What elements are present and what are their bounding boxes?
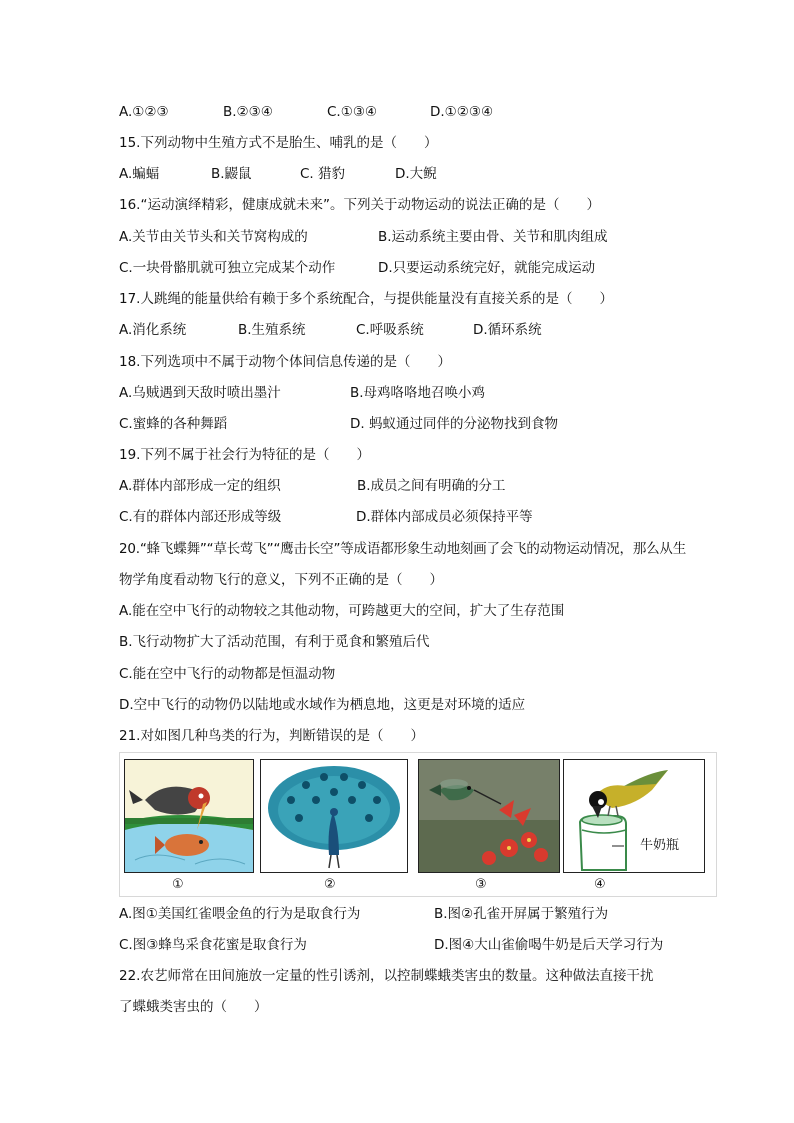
q19-option-b: B.成员之间有明确的分工 (357, 478, 506, 494)
q20-option-a: A.能在空中飞行的动物较之其他动物，可跨越更大的空间，扩大了生存范围 (119, 603, 565, 619)
peacock-image (260, 759, 408, 873)
q14-option-b: B.②③④ (223, 104, 273, 120)
hummingbird-image (418, 759, 560, 873)
q17-option-d: D.循环系统 (473, 322, 542, 338)
q17-option-b: B.生殖系统 (238, 322, 306, 338)
q14-option-d: D.①②③④ (430, 104, 494, 120)
q21-option-c: C.图③蜂鸟采食花蜜是取食行为 (119, 937, 307, 953)
q15-option-a: A.蝙蝠 (119, 166, 160, 182)
q14-option-a: A.①②③ (119, 104, 169, 120)
q21-option-b: B.图②孔雀开屏属于繁殖行为 (434, 906, 609, 922)
q18-option-b: B.母鸡咯咯地召唤小鸡 (350, 385, 486, 401)
q19-stem: 19.下列不属于社会行为特征的是（ ） (119, 447, 370, 463)
q16-stem: 16.“运动演绎精彩，健康成就未来”。下列关于动物运动的说法正确的是（ ） (119, 197, 600, 213)
q18-option-a: A.乌贼遇到天敌时喷出墨汁 (119, 385, 281, 401)
q21-option-a: A.图①美国红雀喂金鱼的行为是取食行为 (119, 906, 361, 922)
q17-option-a: A.消化系统 (119, 322, 187, 338)
q16-option-d: D.只要运动系统完好，就能完成运动 (378, 260, 596, 276)
figure-label-4: ④ (594, 877, 606, 892)
q20-option-d: D.空中飞行的动物仍以陆地或水域作为栖息地，这更是对环境的适应 (119, 697, 526, 713)
q21-figure (119, 752, 717, 897)
q15-option-b: B.鼹鼠 (211, 166, 252, 182)
q16-option-c: C.一块骨骼肌就可独立完成某个动作 (119, 260, 336, 276)
q15-stem: 15.下列动物中生殖方式不是胎生、哺乳的是（ ） (119, 135, 438, 151)
figure-label-1: ① (172, 877, 184, 892)
q22-stem-line2: 了蝶蛾类害虫的（ ） (119, 999, 268, 1015)
q18-stem: 18.下列选项中不属于动物个体间信息传递的是（ ） (119, 354, 451, 370)
q21-option-d: D.图④大山雀偷喝牛奶是后天学习行为 (434, 937, 664, 953)
q20-option-c: C.能在空中飞行的动物都是恒温动物 (119, 666, 336, 682)
q14-option-c: C.①③④ (327, 104, 378, 120)
q16-option-b: B.运动系统主要由骨、关节和肌肉组成 (378, 229, 608, 245)
q15-option-c: C. 猎豹 (300, 166, 346, 182)
q20-option-b: B.飞行动物扩大了活动范围，有利于觅食和繁殖后代 (119, 634, 430, 650)
q22-stem-line1: 22.农艺师常在田间施放一定量的性引诱剂，以控制蝶蛾类害虫的数量。这种做法直接干扰 (119, 968, 654, 984)
q18-option-c: C.蜜蜂的各种舞蹈 (119, 416, 228, 432)
q16-option-a: A.关节由关节头和关节窝构成的 (119, 229, 308, 245)
q19-option-a: A.群体内部形成一定的组织 (119, 478, 281, 494)
q20-stem-line1: 20.“蜂飞蝶舞”“草长莺飞”“鹰击长空”等成语都形象生动地刻画了会飞的动物运动情况，那么从生 (119, 541, 687, 557)
great-tit-milk-bottle-image (563, 759, 705, 873)
q19-option-d: D.群体内部成员必须保持平等 (356, 509, 533, 525)
q15-option-d: D.大鲵 (395, 166, 437, 182)
milk-bottle-label: 牛奶瓶 (640, 838, 680, 853)
figure-label-2: ② (324, 877, 336, 892)
figure-label-3: ③ (475, 877, 487, 892)
q19-option-c: C.有的群体内部还形成等级 (119, 509, 282, 525)
q21-stem: 21.对如图几种鸟类的行为，判断错误的是（ ） (119, 728, 424, 744)
q17-option-c: C.呼吸系统 (356, 322, 424, 338)
q20-stem-line2: 物学角度看动物飞行的意义，下列不正确的是（ ） (119, 572, 443, 588)
cardinal-feeding-fish-image (124, 759, 254, 873)
q17-stem: 17.人跳绳的能量供给有赖于多个系统配合，与提供能量没有直接关系的是（ ） (119, 291, 613, 307)
q18-option-d: D. 蚂蚁通过同伴的分泌物找到食物 (350, 416, 558, 432)
